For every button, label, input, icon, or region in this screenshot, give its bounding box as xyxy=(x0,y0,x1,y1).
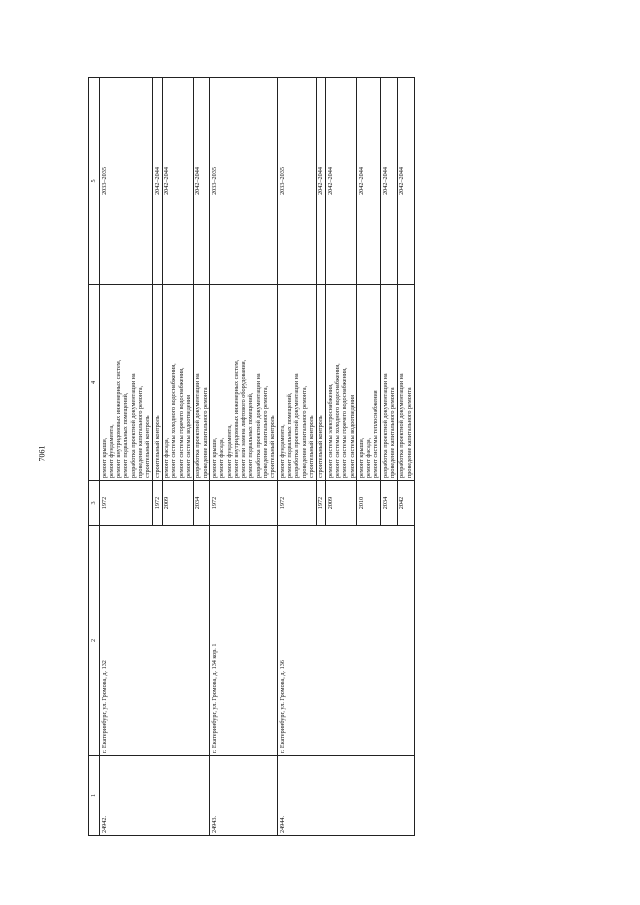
works-cell xyxy=(381,285,398,481)
period-cell: 2042–2044 xyxy=(326,78,357,285)
period-cell: 2042–2044 xyxy=(357,78,381,285)
work-item: ремонт системы холодного водоснабжения, xyxy=(333,363,341,478)
work-item: ремонт фундамента, xyxy=(107,424,115,478)
header-row xyxy=(89,78,100,836)
works-cell xyxy=(153,285,162,481)
work-item: ремонт внутридомовых инженерных систем, xyxy=(232,359,240,478)
house-number: 24942. xyxy=(100,756,210,836)
work-item: ремонт системы теплоснабжения xyxy=(372,390,380,478)
work-item: ремонт системы водоотведения xyxy=(184,395,192,478)
work-item: разработка проектной документации на xyxy=(254,373,262,478)
work-item: ремонт подвальных помещений, xyxy=(122,392,130,478)
work-item: разработка проектной документации на xyxy=(398,373,406,478)
year-cell: 1972 xyxy=(153,481,162,526)
work-item: строительный контроль xyxy=(269,415,277,478)
work-item: ремонт крыши, xyxy=(357,437,365,478)
work-item: строительный контроль xyxy=(144,415,152,478)
work-item: ремонт системы электроснабжения, xyxy=(326,383,334,478)
year-cell: 2010 xyxy=(357,481,381,526)
work-item: разработка проектной документации на xyxy=(194,373,202,478)
work-item: строительный контроль xyxy=(307,415,315,478)
work-item: проведение капитального ремонта, xyxy=(300,385,308,478)
table-row xyxy=(278,78,317,836)
table-row xyxy=(100,78,153,836)
year-cell: 1972 xyxy=(210,481,278,526)
work-item: разработка проектной документации на xyxy=(293,373,301,478)
work-item: ремонт фасада, xyxy=(218,437,226,478)
period-cell: 2033–2035 xyxy=(100,78,153,285)
rotated-table-inner xyxy=(88,78,597,836)
year-cell: 2009 xyxy=(162,481,193,526)
period-cell: 2042–2044 xyxy=(162,78,193,285)
work-item: ремонт фасада, xyxy=(365,437,373,478)
work-item: ремонт фундамента, xyxy=(225,424,233,478)
house-address: г. Екатеринбург, ул. Громова, д. 136 xyxy=(278,526,414,756)
work-item: ремонт системы холодного водоснабжения, xyxy=(170,363,178,478)
repair-schedule-table xyxy=(88,77,415,836)
work-item: разработка проектной документации на xyxy=(381,373,389,478)
header-cell: 5 xyxy=(89,78,100,285)
page-number: 7061 xyxy=(37,445,47,462)
work-item: строительный контроль xyxy=(153,415,161,478)
work-item: ремонт крыши, xyxy=(100,437,108,478)
house-number: 24944. xyxy=(278,756,414,836)
works-cell xyxy=(162,285,193,481)
work-item: разработка проектной документации на xyxy=(129,373,137,478)
works-cell xyxy=(193,285,210,481)
work-item: ремонт системы водоотведения xyxy=(348,395,356,478)
house-number: 24943. xyxy=(210,756,278,836)
works-cell xyxy=(100,285,153,481)
work-item: ремонт внутридомовых инженерных систем, xyxy=(115,359,123,478)
year-cell: 1972 xyxy=(278,481,317,526)
work-item: проведение капитального ремонта xyxy=(405,387,413,478)
year-cell: 2034 xyxy=(381,481,398,526)
house-address: г. Екатеринбург, ул. Громова, д. 132 xyxy=(100,526,210,756)
work-item: проведение капитального ремонта xyxy=(201,387,209,478)
year-cell: 1972 xyxy=(100,481,153,526)
works-cell xyxy=(357,285,381,481)
header-cell: 1 xyxy=(89,756,100,836)
period-cell: 2033–2035 xyxy=(210,78,278,285)
period-cell: 2042–2044 xyxy=(153,78,162,285)
year-cell: 1972 xyxy=(316,481,325,526)
work-item: ремонт фасада, xyxy=(163,437,170,478)
period-cell: 2042–2044 xyxy=(381,78,398,285)
work-item: проведение капитального ремонта, xyxy=(137,385,145,478)
work-item: ремонт или замена лифтового оборудования, xyxy=(240,359,248,478)
works-cell xyxy=(210,285,278,481)
works-cell xyxy=(316,285,325,481)
work-item: проведение капитального ремонта xyxy=(389,387,397,478)
work-item: ремонт подвальных помещений, xyxy=(247,392,255,478)
works-cell xyxy=(278,285,317,481)
rotated-table-area xyxy=(88,78,597,836)
works-cell xyxy=(397,285,414,481)
works-cell xyxy=(326,285,357,481)
work-item: ремонт системы горячего водоснабжения, xyxy=(341,367,349,478)
header-cell: 4 xyxy=(89,285,100,481)
work-item: ремонт системы горячего водоснабжения, xyxy=(177,367,185,478)
year-cell: 2009 xyxy=(326,481,357,526)
period-cell: 2042–2044 xyxy=(193,78,210,285)
table-row xyxy=(210,78,278,836)
period-cell: 2042–2044 xyxy=(316,78,325,285)
work-item: ремонт подвальных помещений, xyxy=(286,392,293,478)
header-cell: 2 xyxy=(89,526,100,756)
period-cell: 2042–2044 xyxy=(397,78,414,285)
header-cell: 3 xyxy=(89,481,100,526)
house-address: г. Екатеринбург, ул. Громова, д. 134 кор. 1 xyxy=(210,526,278,756)
year-cell: 2042 xyxy=(397,481,414,526)
work-item: проведение капитального ремонта, xyxy=(262,385,270,478)
work-item: строительный контроль xyxy=(317,415,325,478)
period-cell: 2033–2035 xyxy=(278,78,317,285)
work-item: ремонт фундамента, xyxy=(278,424,286,478)
work-item: ремонт крыши, xyxy=(210,437,218,478)
year-cell: 2034 xyxy=(193,481,210,526)
